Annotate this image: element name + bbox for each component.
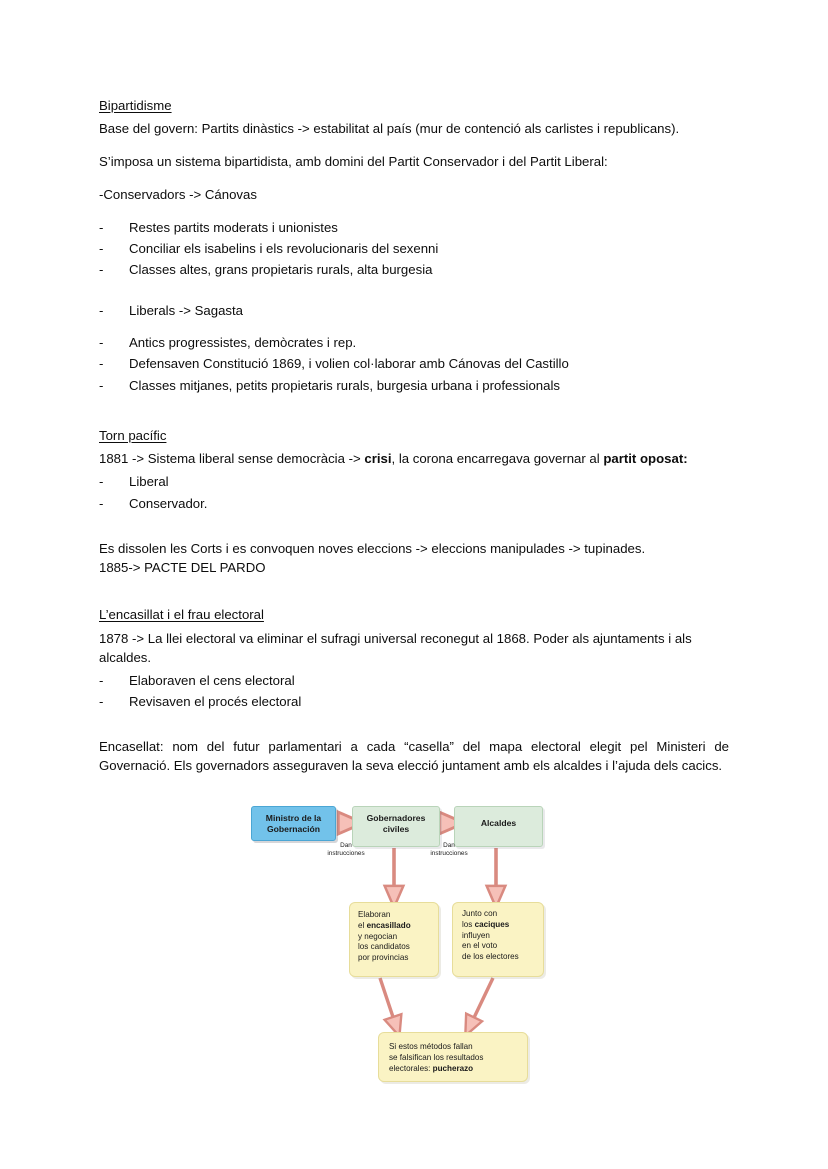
paragraph-1878: 1878 -> La llei electoral va eliminar el sufragi universal reconegut al 1868. Poder als ajuntaments i als alcaldes. <box>99 630 692 665</box>
diagram-box-pucherazo <box>378 1032 528 1082</box>
arrow-encasillado-to-pucherazo <box>380 978 396 1026</box>
encasillado-line-4: los candidatos <box>358 942 410 952</box>
text-1881-a: 1881 -> Sistema liberal sense democràcia -> <box>99 451 365 467</box>
caciques-line-1: Junto con <box>462 909 498 918</box>
list-item: - Defensaven Constitució 1869, i volien col·laborar amb Cánovas del Castillo <box>99 353 729 374</box>
section-bipartidisme <box>99 98 729 396</box>
list-conservadors <box>99 217 729 281</box>
list-item: - Restes partits moderats i unionistes <box>99 217 729 238</box>
list-item: - Classes mitjanes, petits propietaris rurals, burgesia urbana i professionals <box>99 375 729 396</box>
paragraph-pacte-pardo: 1885-> PACTE DEL PARDO <box>99 560 266 576</box>
list-item: - Classes altes, grans propietaris rurals, alta burgesia <box>99 259 729 280</box>
encasillado-flow-diagram <box>248 798 558 1093</box>
encasillado-line-3: y negocian <box>358 931 398 941</box>
encasillado-line-2a: el <box>358 920 367 930</box>
pucherazo-line-2: se falsifican los resultados <box>389 1052 484 1062</box>
list-item: - Conservador. <box>99 493 729 514</box>
list-item: - Elaboraven el cens electoral <box>99 670 729 691</box>
label-dan-2-line2: instrucciones <box>430 849 468 857</box>
document-body <box>99 98 729 775</box>
paragraph-base-govern: Base del govern: Partits dinàstics -> estabilitat al país (mur de contenció als carlistes i republicans). <box>99 121 680 137</box>
text-partit-oposat: partit oposat: <box>603 451 688 467</box>
heading-torn-pacific: Torn pacífic <box>99 428 167 444</box>
paragraph-1881 <box>99 449 729 468</box>
diagram-box-encasillado <box>349 902 439 977</box>
diagram-box-gobernadores <box>352 806 440 847</box>
encasillado-line-2 <box>358 921 438 932</box>
section-encasillat <box>99 607 729 774</box>
paragraph-encasellat-def: Encasellat: nom del futur parlamentari a cada “casella” del mapa electoral elegit pel Ministeri de Governació. Els governadors asseguraven la seva elecció juntament amb els alcaldes i l’ajuda dels cacics. <box>99 738 729 773</box>
encasillado-line-1: Elaboran <box>358 910 391 919</box>
list-encasillat <box>99 670 729 713</box>
text-crisi: crisi <box>364 451 392 467</box>
caciques-line-4: en el voto <box>462 941 498 951</box>
pucherazo-keyword: pucherazo <box>432 1063 474 1073</box>
label-dan-1-line1: Dan <box>340 842 352 849</box>
encasillado-line-5: por provincias <box>358 953 409 962</box>
label-dan-instrucciones-2 <box>414 842 484 858</box>
list-item: - Liberals -> Sagasta <box>99 300 729 321</box>
label-dan-instrucciones-1 <box>311 842 381 858</box>
caciques-keyword: caciques <box>474 919 510 929</box>
caciques-line-2 <box>462 920 543 931</box>
list-liberals-head <box>99 300 729 321</box>
diagram-box-ministro-label: Ministro de la Gobernación <box>265 812 322 834</box>
diagram-box-encasillado-text <box>350 903 438 964</box>
caciques-line-5: de los electores <box>462 952 519 961</box>
list-torn-parties <box>99 471 729 514</box>
caciques-line-3: influyen <box>462 930 490 940</box>
label-dan-2-line1: Dan <box>443 842 455 849</box>
diagram-box-alcaldes <box>454 806 543 847</box>
encasillado-keyword: encasillado <box>366 920 411 930</box>
heading-bipartidisme: Bipartidisme <box>99 98 172 113</box>
list-item: - Revisaven el procés electoral <box>99 691 729 712</box>
diagram-box-caciques-text <box>453 903 543 963</box>
pucherazo-line-3 <box>389 1064 527 1075</box>
diagram-box-gobernadores-label: Gobernadores civiles <box>366 812 426 834</box>
heading-encasillat: L’encasillat i el frau electoral <box>99 607 264 623</box>
list-item: - Conciliar els isabelins i els revolucionaris del sexenni <box>99 238 729 259</box>
diagram-box-pucherazo-text <box>379 1033 527 1074</box>
paragraph-dissolen: Es dissolen les Corts i es convoquen noves eleccions -> eleccions manipulades -> tupinades. <box>99 541 646 557</box>
label-dan-1-line2: instrucciones <box>327 849 365 857</box>
diagram-box-caciques <box>452 902 544 977</box>
text-1881-c: , la corona encarregava governar al <box>391 451 604 467</box>
list-item: - Antics progressistes, demòcrates i rep. <box>99 332 729 353</box>
arrow-caciques-to-pucherazo <box>470 978 493 1026</box>
diagram-box-alcaldes-label: Alcaldes <box>480 818 517 828</box>
list-liberals <box>99 332 729 396</box>
pucherazo-line-1: Si estos métodos fallan <box>389 1042 473 1051</box>
section-torn-pacific <box>99 428 729 577</box>
list-item: - Liberal <box>99 471 729 492</box>
pucherazo-line-3a: electorales: <box>389 1063 433 1073</box>
paragraph-simposa: S’imposa un sistema bipartidista, amb domini del Partit Conservador i del Partit Liberal: <box>99 154 608 170</box>
caciques-line-2a: los <box>462 919 475 929</box>
diagram-box-ministro <box>251 806 336 841</box>
paragraph-conservadors: -Conservadors -> Cánovas <box>99 187 257 203</box>
